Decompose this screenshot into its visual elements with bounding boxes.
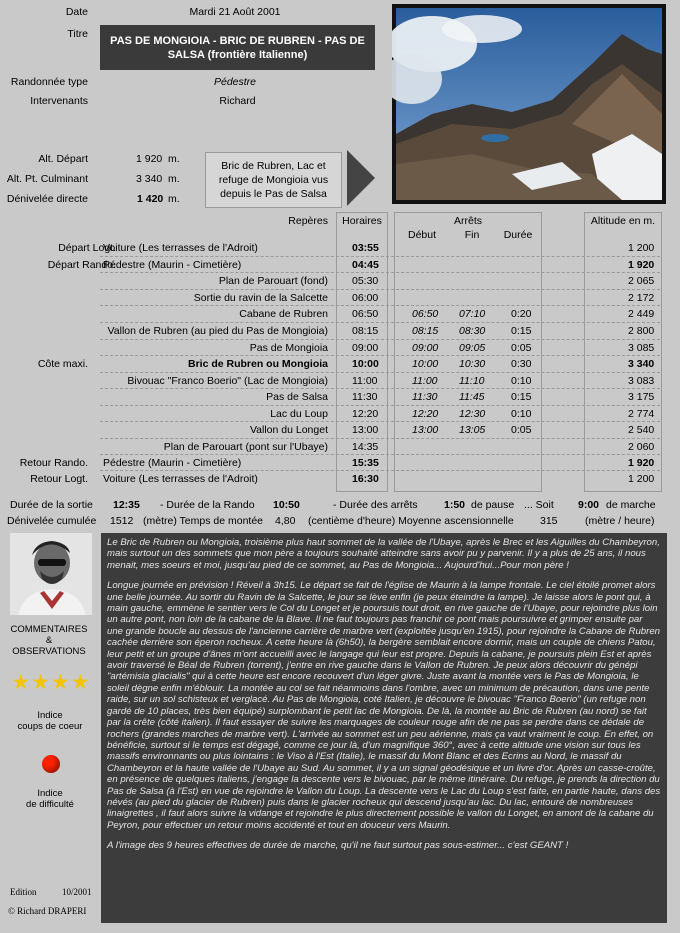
summary-label: Durée de la sortie xyxy=(10,499,93,511)
row-alt: 1 200 xyxy=(628,242,655,254)
comments-title-line: & xyxy=(45,635,53,646)
col-arrets: Arrêts xyxy=(453,215,482,227)
row-divider xyxy=(100,421,660,422)
col-altitude: Altitude en m. xyxy=(590,215,656,227)
row-debut: 12:20 xyxy=(412,408,439,420)
comments-title-line: OBSERVATIONS xyxy=(12,646,86,657)
table-row xyxy=(0,455,680,471)
row-time: 14:35 xyxy=(352,441,379,453)
table-row xyxy=(0,306,680,322)
row-place: Bric de Rubren ou Mongioia xyxy=(187,358,328,370)
row-time: 05:30 xyxy=(352,275,379,287)
row-place: Plan de Parouart (pont sur l'Ubaye) xyxy=(163,441,328,453)
people-value: Richard xyxy=(219,95,256,107)
row-time: 11:30 xyxy=(352,391,378,403)
row-divider xyxy=(100,289,660,290)
row-place: Pédestre (Maurin - Cimetière) xyxy=(103,259,242,271)
row-duree: 0:15 xyxy=(511,325,532,337)
summary-label: de pause xyxy=(471,499,515,511)
table-row xyxy=(0,471,680,487)
row-time: 06:00 xyxy=(352,292,379,304)
star-rating: ★★★★ xyxy=(11,671,91,694)
row-fin: 12:30 xyxy=(459,408,486,420)
row-alt: 2 172 xyxy=(628,292,655,304)
summary-value: 10:50 xyxy=(273,499,300,511)
row-time: 12:20 xyxy=(352,408,379,420)
heart-index-label xyxy=(0,710,100,732)
date-label: Date xyxy=(65,6,88,18)
alt-drop-label: Dénivelée directe xyxy=(6,193,88,205)
row-debut: 11:30 xyxy=(412,391,438,403)
row-time: 06:50 xyxy=(352,308,379,320)
heart-index-line: Indice xyxy=(37,710,63,721)
row-alt: 3 083 xyxy=(628,375,655,387)
summary-label: Dénivelée cumulée xyxy=(7,515,97,527)
table-row xyxy=(0,290,680,306)
row-time: 15:35 xyxy=(352,457,379,469)
row-label: Retour Logt. xyxy=(30,473,88,485)
row-label: Retour Rando. xyxy=(19,457,88,469)
row-fin: 10:30 xyxy=(459,358,486,370)
row-divider xyxy=(100,272,660,273)
row-debut: 06:50 xyxy=(412,308,439,320)
alt-peak-value: 3 340 xyxy=(136,173,163,185)
alt-unit: m. xyxy=(168,193,180,205)
table-row xyxy=(0,257,680,273)
alt-start-value: 1 920 xyxy=(136,153,163,165)
row-alt: 2 800 xyxy=(628,325,655,337)
arrow-icon xyxy=(347,150,375,206)
row-time: 03:55 xyxy=(352,242,379,254)
type-label: Randonnée type xyxy=(10,76,88,88)
row-fin: 07:10 xyxy=(459,308,486,320)
row-divider xyxy=(100,339,660,340)
row-time: 08:15 xyxy=(352,325,379,337)
table-row xyxy=(0,240,680,256)
heart-index-line: coups de coeur xyxy=(17,721,83,732)
row-place: Pas de Salsa xyxy=(266,391,328,403)
comments-title-line: COMMENTAIRES xyxy=(10,624,88,635)
row-duree: 0:15 xyxy=(511,391,532,403)
comment-paragraph: A l'image des 9 heures effectives de durée de marche, qu'il ne faut surtout pas sous-estimer... c'est GEANT ! xyxy=(107,840,569,852)
row-fin: 08:30 xyxy=(459,325,486,337)
summary-label: (centième d'heure) Moyenne ascensionnelle xyxy=(308,515,514,527)
row-divider xyxy=(100,388,660,389)
row-label: Départ Logt. xyxy=(58,242,116,254)
row-place: Plan de Parouart (fond) xyxy=(218,275,328,287)
row-duree: 0:20 xyxy=(511,308,532,320)
alt-peak-label: Alt. Pt. Culminant xyxy=(6,173,88,185)
author-photo xyxy=(10,533,92,615)
difficulty-dot-icon xyxy=(42,755,60,773)
edition-label: Edition xyxy=(10,887,37,897)
summary-label: (mètre) Temps de montée xyxy=(143,515,264,527)
summary-label: ... Soit xyxy=(524,499,554,511)
table-row xyxy=(0,422,680,438)
summary-value: 1:50 xyxy=(444,499,466,511)
alt-start-label: Alt. Départ xyxy=(38,153,88,165)
row-place: Sortie du ravin de la Salcette xyxy=(193,292,328,304)
summary-label: (mètre / heure) xyxy=(585,515,655,527)
row-duree: 0:05 xyxy=(511,342,532,354)
row-place: Voiture (Les terrasses de l'Adroit) xyxy=(103,473,258,485)
row-alt: 2 065 xyxy=(628,275,655,287)
row-debut: 09:00 xyxy=(412,342,439,354)
table-row xyxy=(0,373,680,389)
difficulty-index-line: Indice xyxy=(37,788,63,799)
comments-title xyxy=(0,624,98,657)
row-alt: 3 340 xyxy=(628,358,655,370)
row-place: Pas de Mongioia xyxy=(249,342,328,354)
row-duree: 0:10 xyxy=(511,375,532,387)
row-alt: 1 920 xyxy=(628,259,655,271)
page-title: PAS DE MONGIOIA - BRIC DE RUBREN - PAS DE SALSA (frontière Italienne) xyxy=(100,25,375,70)
summary-label: - Durée des arrêts xyxy=(333,499,418,511)
row-debut: 08:15 xyxy=(412,325,439,337)
table-row xyxy=(0,389,680,405)
row-time: 13:00 xyxy=(352,424,379,436)
summary-label: - Durée de la Rando xyxy=(160,499,255,511)
col-duree: Durée xyxy=(503,229,533,241)
people-label: Intervenants xyxy=(30,95,88,107)
row-place: Bivouac "Franco Boerio" (Lac de Mongioia) xyxy=(127,375,328,387)
table-row xyxy=(0,273,680,289)
row-fin: 09:05 xyxy=(459,342,486,354)
type-value: Pédestre xyxy=(213,76,257,88)
row-place: Voiture (Les terrasses de l'Adroit) xyxy=(103,242,258,254)
row-divider xyxy=(100,256,660,257)
row-time: 04:45 xyxy=(352,259,379,271)
row-place: Cabane de Rubren xyxy=(239,308,328,320)
row-debut: 13:00 xyxy=(412,424,439,436)
row-divider xyxy=(100,405,660,406)
row-alt: 3 175 xyxy=(628,391,655,403)
row-debut: 11:00 xyxy=(412,375,438,387)
table-row xyxy=(0,340,680,356)
row-divider xyxy=(100,470,660,471)
table-row xyxy=(0,356,680,372)
row-alt: 2 449 xyxy=(628,308,655,320)
summary-value: 9:00 xyxy=(578,499,600,511)
difficulty-index-label xyxy=(0,788,100,810)
row-alt: 3 085 xyxy=(628,342,655,354)
col-debut: Début xyxy=(407,229,437,241)
table-row xyxy=(0,439,680,455)
row-divider xyxy=(100,355,660,356)
row-divider xyxy=(100,322,660,323)
mountain-photo xyxy=(392,4,666,204)
copyright: © Richard DRAPERI xyxy=(8,906,87,916)
table-row xyxy=(0,406,680,422)
row-divider xyxy=(100,438,660,439)
title-label: Titre xyxy=(67,28,88,40)
row-alt: 2 774 xyxy=(628,408,655,420)
row-time: 10:00 xyxy=(352,358,379,370)
row-alt: 2 060 xyxy=(628,441,655,453)
date-value: Mardi 21 Août 2001 xyxy=(189,6,281,18)
row-place: Vallon du Longet xyxy=(249,424,328,436)
summary-value: 1512 xyxy=(110,515,134,527)
summary-value: 4,80 xyxy=(275,515,296,527)
row-alt: 1 920 xyxy=(628,457,655,469)
row-label: Départ Rando. xyxy=(47,259,116,271)
photo-caption: Bric de Rubren, Lac et refuge de Mongioia vus depuis le Pas de Salsa xyxy=(205,152,342,208)
comment-paragraph: Le Bric de Rubren ou Mongioia, troisième plus haut sommet de la vallée de l'Ubaye, après le Brec et les Aiguilles du Chambeyron, mais surtout un des sommets que mon père a toujours souhaité atteindre sans avoir pu y parvenir. Il y a plus de 25 ans, il nous menait, mes soeurs et moi, jusqu'au pied de ce sommet, au Pas de Mongioia... Aujourd'hui...Pour mon père ! xyxy=(107,537,660,571)
row-fin: 11:10 xyxy=(459,375,485,387)
row-alt: 1 200 xyxy=(628,473,655,485)
summary-line-1 xyxy=(10,497,670,513)
summary-value: 12:35 xyxy=(113,499,140,511)
comments-panel xyxy=(101,533,667,923)
row-fin: 13:05 xyxy=(459,424,486,436)
row-divider xyxy=(100,454,660,455)
row-time: 09:00 xyxy=(352,342,379,354)
col-fin: Fin xyxy=(464,229,480,241)
row-place: Lac du Loup xyxy=(270,408,328,420)
row-alt: 2 540 xyxy=(628,424,655,436)
difficulty-index-line: de difficulté xyxy=(26,799,74,810)
alt-unit: m. xyxy=(168,153,180,165)
row-debut: 10:00 xyxy=(412,358,439,370)
edition-value: 10/2001 xyxy=(62,887,92,897)
row-time: 16:30 xyxy=(352,473,379,485)
row-duree: 0:05 xyxy=(511,424,532,436)
comment-paragraph: Longue journée en prévision ! Réveil à 3h15. Le départ se fait de l'église de Maurin à la lampe frontale. Le ciel étoilé promet alors une belle journée. Au sortir du Ravin de la Salcette, le jour se lève enfin (je peux éteindre la lampe). Je laisse alors le pont qui, à main gauche, emmène le sentier vers le Col du Longet et je poursuis tout droit, en rive gauche de l'Ubaye, pour rejoindre plus loin un autre pont, non loin de la cabane de la Blave. Il ne faut toujours pas franchir ce pont mais poursuivre et grimper ensuite par une grande boucle au dessus de l'ancienne carrière de marbre vert (exploitée jusqu'en 1915), pour rejoindre la Cabane de Rubren cachée derrière son éperon rocheux. A cette heure là (6h50), la bergère semblait encore dormir, mais un couple de chiens Patou, leur petit et un groupe d'ânes m'ont accueilli avec le langage qui leur est propre. Depuis la cabane, je poursuis plein Est et après avoir traversé le Béal de Rubren (torrent), j'entre en rive gauche dans le Vallon de Rubren. Je peux alors découvrir du génépi "artémisia glacialis" qui à cette heure est encore recouvert d'un léger givre. Juste avant la montée vers le Pas de Mongioia, le soleil dègne enfin m'éblouir. La montée au col se fait néanmoins dans l'ombre, avec un minimum de précaution, dans une pente raide, sur un sol schisteux et verglacé. Au Pas de Mongioia, coté Italien, je découvre le bivouac "Franco Boerio" (un refuge non gardé de 10 places, très bien équipé) surplombant le petit lac de Mongioia. De là, la montée au Bric de Rubren (au nord) se fait par la crête (côté italien). Il faut essayer de suivre les marquages de couleur rouge afin de ne pas se perdre dans ce dédale de rochers (grandes marches de marbre vert). L'arrivée au sommet est un peu aérienne, mais ça vaut vraiment le coup. En effet, on bénéficie, surtout si le temps est dégagé, comme ce jour là, d'un magnifique 360°, avec à cette altitude une vision sur tous les massifs environnants ou plus lointains : le Viso à l'Est (Italie), le massif du Mont Blanc et des Ecrins au Nord, le massif du Chambeyron et la haute vallée de l'Ubaye au Sud. Au sommet, il y a un signal géodésique et un livre d'or. Après un casse-croûte, en présence de quelques italiens, j'engage la descente vers le bivouac, par le même itinéraire. Du refuge, je prends la direction du Pas de Salsa (à l'Est) en vue de rejoindre le Vallon du Loup. La descente vers le Lac du Loup s'est faite, en partie haute, dans des névés (au pied du glacier de Rubren) puis dans le glacier rocheux qui descend jusqu'au lac. Du lac, entouré de nombreuses linaigrettes , il faut alors suivre la vidange et rejoindre le plus directement possible le vallon du Longet, en amont de la cabane du Peyron, pour effectuer un retour moins accidenté et tout en douceur vers Maurin. xyxy=(107,580,661,831)
row-duree: 0:10 xyxy=(511,408,532,420)
row-time: 11:00 xyxy=(352,375,378,387)
row-divider xyxy=(100,372,660,373)
row-place: Pédestre (Maurin - Cimetière) xyxy=(103,457,242,469)
row-label: Côte maxi. xyxy=(37,358,88,370)
summary-label: de marche xyxy=(606,499,656,511)
row-divider xyxy=(100,305,660,306)
alt-drop-value: 1 420 xyxy=(137,193,164,205)
row-duree: 0:30 xyxy=(511,358,532,370)
alt-unit: m. xyxy=(168,173,180,185)
col-reperes: Repères xyxy=(288,215,328,227)
summary-line-2 xyxy=(7,513,670,529)
col-horaires: Horaires xyxy=(342,215,382,227)
summary-value: 315 xyxy=(540,515,558,527)
row-place: Vallon de Rubren (au pied du Pas de Mongioia) xyxy=(107,325,328,337)
table-row xyxy=(0,323,680,339)
row-fin: 11:45 xyxy=(459,391,485,403)
